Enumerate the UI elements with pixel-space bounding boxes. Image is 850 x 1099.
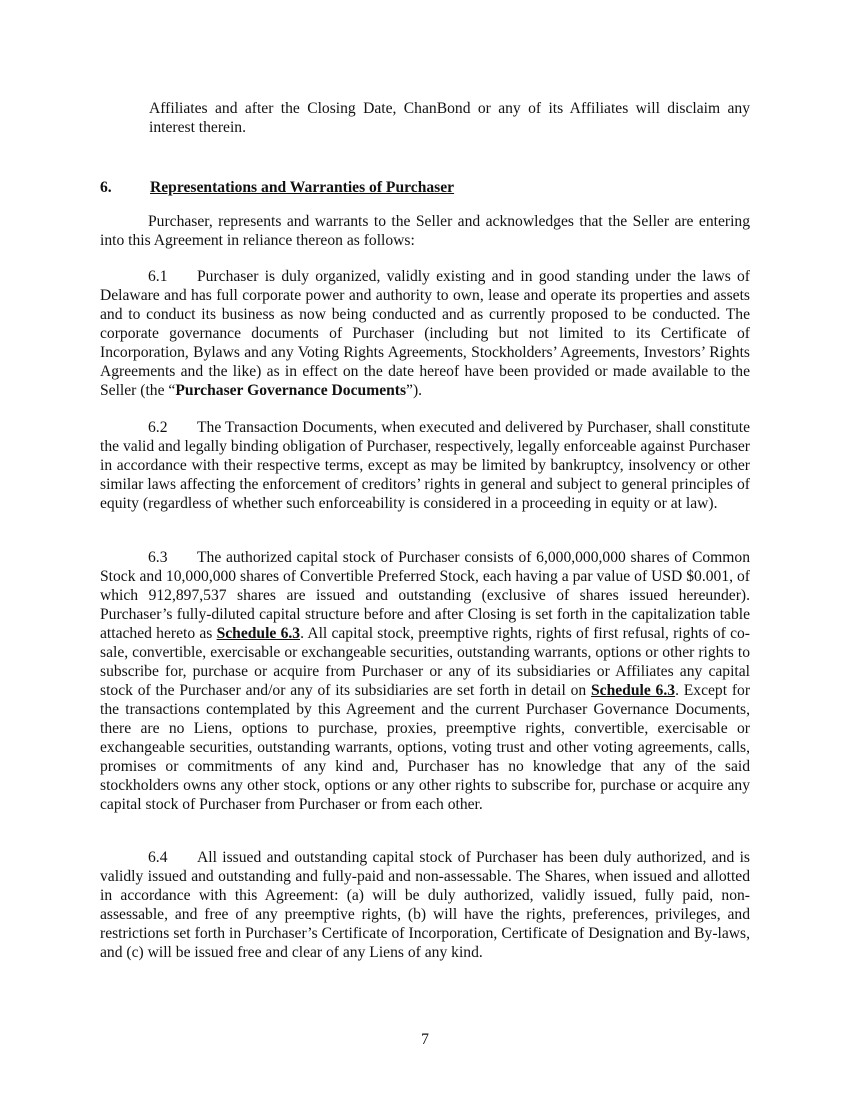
schedule-link[interactable]: Schedule 6.3 [590, 682, 676, 699]
clause-number: 6.4 [148, 849, 168, 866]
clause-text-part1: The authorized capital stock of Purchaser consists of 6,000,000,000 shares of Common Stock and 10,000,000 shares of Convertible Preferred Stock, each having a par value of USD $0.001, of which 912,897,537 shares are issued and outstanding (exclusive of shares issued hereunder). Purchaser’s fully-diluted capital structure before and after Closing is set forth in the capitalization table attached hereto as [100, 549, 750, 642]
clause-text-part3: . Except for the transactions contemplated by this Agreement and the current Purchaser Governance Documents, there are no Liens, options to purchase, proxies, preemptive rights, convertible, exercisable or exchangeable securities, outstanding warrants, options, voting trust and other voting agreements, calls, promises or commitments of any kind and, Purchaser has no knowledge that any of the said stockholders owns any other stock, options or any other rights to subscribe for, purchase or acquire any capital stock of Purchaser from Purchaser or from each other. [100, 682, 751, 813]
clause-text-part2: . All capital stock, preemptive rights, rights of first refusal, rights of co-sale, convertible, exercisable or exchangeable securities, outstanding warrants, options or other rights to subscribe for, purchase or acquire from Purchaser or any of its subsidiaries or Affiliates any capital stock of the Purchaser and/or any of its subsidiaries are set forth in detail on [100, 625, 750, 699]
defined-term: Purchaser Governance Documents [175, 382, 407, 399]
page-number: 7 [421, 1031, 429, 1048]
intro-paragraph: Purchaser, represents and warrants to the Seller and acknowledges that the Seller are entering into this Agreement in reliance thereon as follows: [100, 213, 750, 249]
clause-text: Purchaser is duly organized, validly existing and in good standing under the laws of Delaware and has full corporate power and authority to own, lease and operate its properties and assets and to conduct its business as now being conducted and as currently proposed to be conducted. The corporate governance documents of Purchaser (including but not limited to its Certificate of Incorporation, Bylaws and any Voting Rights Agreements, Stockholders’ Agreements, Investors’ Rights Agreements and the like) as in effect on the date hereof have been provided or made available to the Seller (the “ [100, 268, 750, 399]
section-heading [100, 178, 454, 197]
clause-text: The Transaction Documents, when executed and delivered by Purchaser, shall constitute the valid and legally binding obligation of Purchaser, respectively, legally enforceable against Purchaser in accordance with their respective terms, except as may be limited by bankruptcy, insolvency or other similar laws affecting the enforcement of creditors’ rights in general and subject to general principles of equity (regardless of whether such enforceability is considered in a proceeding in equity or at law). [100, 419, 750, 512]
schedule-link[interactable]: Schedule 6.3 [216, 625, 301, 642]
clause-6-3 [100, 548, 750, 814]
clause-6-2 [100, 418, 750, 513]
clause-6-1 [100, 267, 750, 400]
clause-6-4 [100, 848, 750, 962]
section-number: 6. [100, 179, 112, 196]
continuation-paragraph: Affiliates and after the Closing Date, ChanBond or any of its Affiliates will disclaim any interest therein. [149, 100, 750, 136]
clause-text-end: ”). [406, 382, 423, 399]
clause-text: All issued and outstanding capital stock of Purchaser has been duly authorized, and is validly issued and outstanding and fully-paid and non-assessable. The Shares, when issued and allotted in accordance with this Agreement: (a) will be duly authorized, validly issued, fully paid, non-assessable, and free of any preemptive rights, (b) will have the rights, preferences, privileges, and restrictions set forth in Purchaser’s Certificate of Incorporation, Certificate of Designation and By-laws, and (c) will be issued free and clear of any Liens of any kind. [100, 849, 750, 961]
clause-number: 6.3 [148, 549, 168, 566]
section-title: Representations and Warranties of Purchaser [150, 179, 455, 196]
clause-number: 6.1 [148, 268, 168, 285]
clause-number: 6.2 [148, 419, 168, 436]
